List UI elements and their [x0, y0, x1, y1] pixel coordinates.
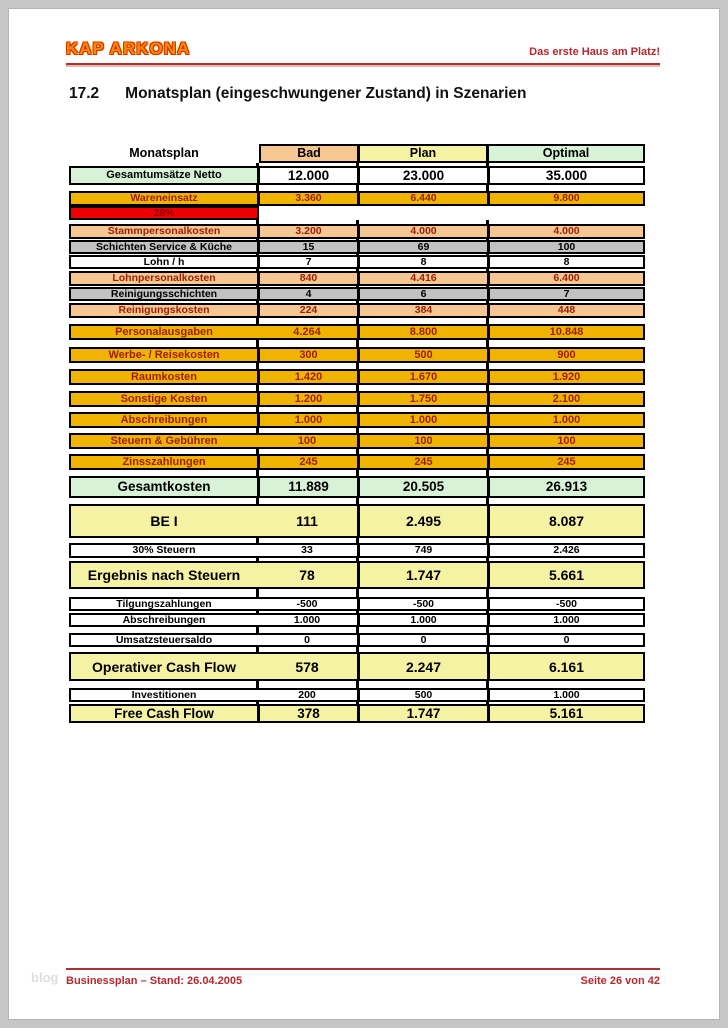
section-number: 17.2: [69, 85, 100, 102]
value-cell: 8.087: [487, 506, 643, 536]
table-row: [69, 324, 645, 340]
value-cell: 7: [257, 257, 357, 267]
value-cell: 26.913: [487, 478, 643, 496]
value-cell: 448: [487, 305, 643, 316]
column-header-optimal: Optimal: [487, 144, 645, 163]
row-label-cell: Free Cash Flow: [71, 706, 257, 721]
table-row: [69, 543, 645, 558]
value-cell: 35.000: [487, 168, 643, 183]
value-cell: 1.920: [487, 371, 643, 383]
value-cell: 1.000: [487, 414, 643, 426]
value-cell: 23.000: [357, 168, 487, 183]
table-row: [69, 271, 645, 286]
value-cell: 20.505: [357, 478, 487, 496]
value-cell: 300: [257, 349, 357, 361]
section-title-text: Monatsplan (eingeschwungener Zustand) in Szenarien: [125, 85, 527, 102]
value-cell: 1.750: [357, 393, 487, 405]
row-label-cell: Lohnpersonalkosten: [71, 273, 257, 284]
value-cell: 100: [357, 435, 487, 447]
table-row: [69, 240, 645, 254]
value-cell: 1.670: [357, 371, 487, 383]
table-row: [69, 206, 645, 220]
row-label-cell: Reinigungskosten: [71, 305, 257, 316]
value-cell: 100: [257, 435, 357, 447]
value-cell: 1.747: [357, 563, 487, 587]
row-label-cell: Abschreibungen: [71, 615, 257, 625]
table-row: [69, 613, 645, 627]
value-cell: 100: [487, 242, 643, 252]
row-label-cell: Stammpersonalkosten: [71, 226, 257, 237]
company-tagline: Das erste Haus am Platz!: [529, 46, 660, 58]
value-cell: 0: [257, 635, 357, 645]
value-cell: 11.889: [257, 478, 357, 496]
footer-rule: [66, 968, 660, 970]
value-cell: 6.440: [357, 193, 487, 204]
value-cell: 245: [487, 456, 643, 468]
row-label-cell: BE I: [71, 506, 257, 536]
value-cell: 6.161: [487, 654, 643, 679]
value-cell: 4: [257, 289, 357, 299]
value-cell: 0: [357, 635, 487, 645]
value-cell: 0: [487, 635, 643, 645]
table-row: [69, 224, 645, 239]
value-cell: 200: [257, 690, 357, 700]
row-label-cell: Abschreibungen: [71, 414, 257, 426]
value-cell: 7: [487, 289, 643, 299]
row-label-cell: Tilgungszahlungen: [71, 599, 257, 609]
value-cell: 749: [357, 545, 487, 556]
value-cell: 245: [357, 456, 487, 468]
table-row: [69, 597, 645, 611]
row-label-cell: Reinigungsschichten: [71, 289, 257, 299]
value-cell: 69: [357, 242, 487, 252]
value-cell: 6.400: [487, 273, 643, 284]
value-cell: 578: [257, 654, 357, 679]
value-cell: 33: [257, 545, 357, 556]
column-header-bad: Bad: [259, 144, 359, 163]
value-cell: 840: [257, 273, 357, 284]
row-note-cell: 28%: [69, 206, 259, 220]
table-corner-label: Monatsplan: [69, 144, 259, 163]
table-row: [69, 144, 645, 163]
row-label-cell: Sonstige Kosten: [71, 393, 257, 405]
value-cell: 4.000: [357, 226, 487, 237]
value-cell: 78: [257, 563, 357, 587]
row-label-cell: Gesamtkosten: [71, 478, 257, 496]
value-cell: 500: [357, 349, 487, 361]
table-row: [69, 688, 645, 702]
value-cell: 2.247: [357, 654, 487, 679]
table-row: [69, 369, 645, 385]
value-cell: 9.800: [487, 193, 643, 204]
scenario-table: [69, 144, 645, 723]
row-label-cell: Investitionen: [71, 690, 257, 700]
value-cell: 8.800: [357, 326, 487, 338]
table-row: [69, 303, 645, 318]
row-label-cell: Operativer Cash Flow: [71, 654, 257, 679]
value-cell: 1.000: [257, 414, 357, 426]
value-cell: 4.416: [357, 273, 487, 284]
table-row: [69, 652, 645, 681]
table-row: [69, 433, 645, 449]
value-cell: 111: [257, 506, 357, 536]
value-cell: -500: [257, 599, 357, 609]
row-label-cell: Steuern & Gebühren: [71, 435, 257, 447]
value-cell: 1.000: [357, 615, 487, 625]
value-cell: 245: [257, 456, 357, 468]
table-row: [69, 633, 645, 647]
table-row: [69, 255, 645, 269]
row-label-cell: Lohn / h: [71, 257, 257, 267]
row-label-cell: Wareneinsatz: [71, 193, 257, 204]
value-cell: 224: [257, 305, 357, 316]
value-cell: -500: [487, 599, 643, 609]
watermark-text: blog: [31, 970, 59, 985]
table-row: [69, 412, 645, 428]
table-row: [69, 166, 645, 185]
value-cell: 1.000: [257, 615, 357, 625]
value-cell: 2.100: [487, 393, 643, 405]
value-cell: 1.000: [357, 414, 487, 426]
row-label-cell: Zinsszahlungen: [71, 456, 257, 468]
value-cell: 1.000: [487, 690, 643, 700]
header-rule: [66, 63, 660, 65]
row-label-cell: 30% Steuern: [71, 545, 257, 556]
table-row: [69, 287, 645, 301]
empty-cell: [259, 206, 645, 220]
value-cell: 1.000: [487, 615, 643, 625]
table-row: [69, 391, 645, 407]
table-row: [69, 504, 645, 538]
value-cell: 3.200: [257, 226, 357, 237]
row-label-cell: Schichten Service & Küche: [71, 242, 257, 252]
section-title: [69, 85, 527, 103]
value-cell: 12.000: [257, 168, 357, 183]
value-cell: 378: [257, 706, 357, 721]
table-row: [69, 476, 645, 498]
table-row: [69, 561, 645, 589]
value-cell: 2.495: [357, 506, 487, 536]
value-cell: 900: [487, 349, 643, 361]
value-cell: 1.420: [257, 371, 357, 383]
value-cell: 10.848: [487, 326, 643, 338]
value-cell: 8: [487, 257, 643, 267]
value-cell: 500: [357, 690, 487, 700]
value-cell: 1.200: [257, 393, 357, 405]
footer-document-info: Businessplan – Stand: 26.04.2005: [66, 975, 243, 987]
row-label-cell: Umsatzsteuersaldo: [71, 635, 257, 645]
column-header-plan: Plan: [358, 144, 488, 163]
table-row: [69, 191, 645, 206]
value-cell: 384: [357, 305, 487, 316]
value-cell: -500: [357, 599, 487, 609]
value-cell: 5.661: [487, 563, 643, 587]
value-cell: 15: [257, 242, 357, 252]
company-logo: KAP ARKONA: [66, 39, 191, 58]
value-cell: 8: [357, 257, 487, 267]
footer-page-number: Seite 26 von 42: [580, 975, 660, 987]
value-cell: 4.264: [257, 326, 357, 338]
table-row: [69, 347, 645, 363]
value-cell: 2.426: [487, 545, 643, 556]
table-row: [69, 454, 645, 470]
row-label-cell: Werbe- / Reisekosten: [71, 349, 257, 361]
value-cell: 3.360: [257, 193, 357, 204]
row-label-cell: Gesamtumsätze Netto: [71, 168, 257, 183]
value-cell: 100: [487, 435, 643, 447]
row-label-cell: Raumkosten: [71, 371, 257, 383]
row-label-cell: Personalausgaben: [71, 326, 257, 338]
value-cell: 1.747: [357, 706, 487, 721]
document-page: [8, 8, 720, 1020]
table-row: [69, 704, 645, 723]
value-cell: 4.000: [487, 226, 643, 237]
value-cell: 5.161: [487, 706, 643, 721]
row-label-cell: Ergebnis nach Steuern: [71, 563, 257, 587]
value-cell: 6: [357, 289, 487, 299]
